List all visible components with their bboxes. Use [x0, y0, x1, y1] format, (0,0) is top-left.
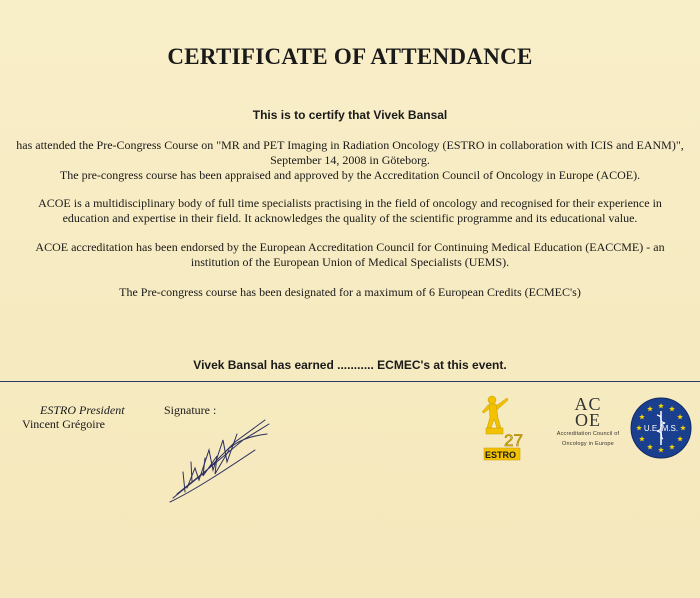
earned-line: Vivek Bansal has earned ........... ECMEC's at this event. — [193, 358, 507, 372]
accreditation-paragraph — [10, 240, 690, 270]
signature-scribble — [165, 410, 275, 510]
footer-divider — [0, 381, 700, 382]
certify-line: This is to certify that Vivek Bansal — [252, 108, 448, 122]
course-line-2: September 14, 2008 in Göteborg. — [270, 153, 430, 167]
acoe-logo — [548, 396, 628, 448]
estro-logo — [479, 392, 529, 466]
acoe-caption-1: Accreditation Council of — [556, 431, 620, 437]
course-paragraph — [10, 138, 690, 183]
certificate-title: CERTIFICATE OF ATTENDANCE — [167, 44, 533, 69]
president-title: ESTRO President — [40, 403, 125, 417]
uems-text: U.E. M.S. — [643, 424, 679, 433]
accreditation-line-1: ACOE accreditation has been endorsed by the European Accreditation Council for Continuing Medical Education (EACCME) - an — [35, 240, 665, 254]
credits-paragraph — [10, 285, 690, 300]
acoe-caption-2: Oncology in Europe — [562, 441, 614, 447]
credits-line: The Pre-congress course has been designated for a maximum of 6 European Credits (ECMEC's) — [119, 285, 581, 299]
acoe-paragraph — [10, 196, 690, 226]
acoe-line-1: ACOE is a multidisciplinary body of full time specialists practising in the field of oncology and recognised for their experience in — [38, 196, 662, 210]
acoe-line-2: education and expertise in their field. It acknowledges the quality of the scientific programme and its educational value. — [62, 211, 638, 225]
course-line-3: The pre-congress course has been appraised and approved by the Accreditation Council of Oncology in Europe (ACOE). — [59, 168, 641, 182]
course-line-1: has attended the Pre-Congress Course on "MR and PET Imaging in Radiation Oncology (ESTRO in collaboration with ICIS and EANM)", — [16, 138, 684, 152]
estro-number: 27 — [504, 431, 523, 450]
uems-logo — [630, 395, 692, 461]
signature-label: Signature : — [164, 403, 217, 417]
acoe-letters-top: AC — [574, 394, 602, 414]
accreditation-line-2: institution of the European Union of Medical Specialists (UEMS). — [190, 255, 510, 269]
president-name: Vincent Grégoire — [22, 417, 105, 431]
estro-name: ESTRO — [485, 450, 517, 460]
acoe-letters-bottom: OE — [575, 410, 601, 430]
